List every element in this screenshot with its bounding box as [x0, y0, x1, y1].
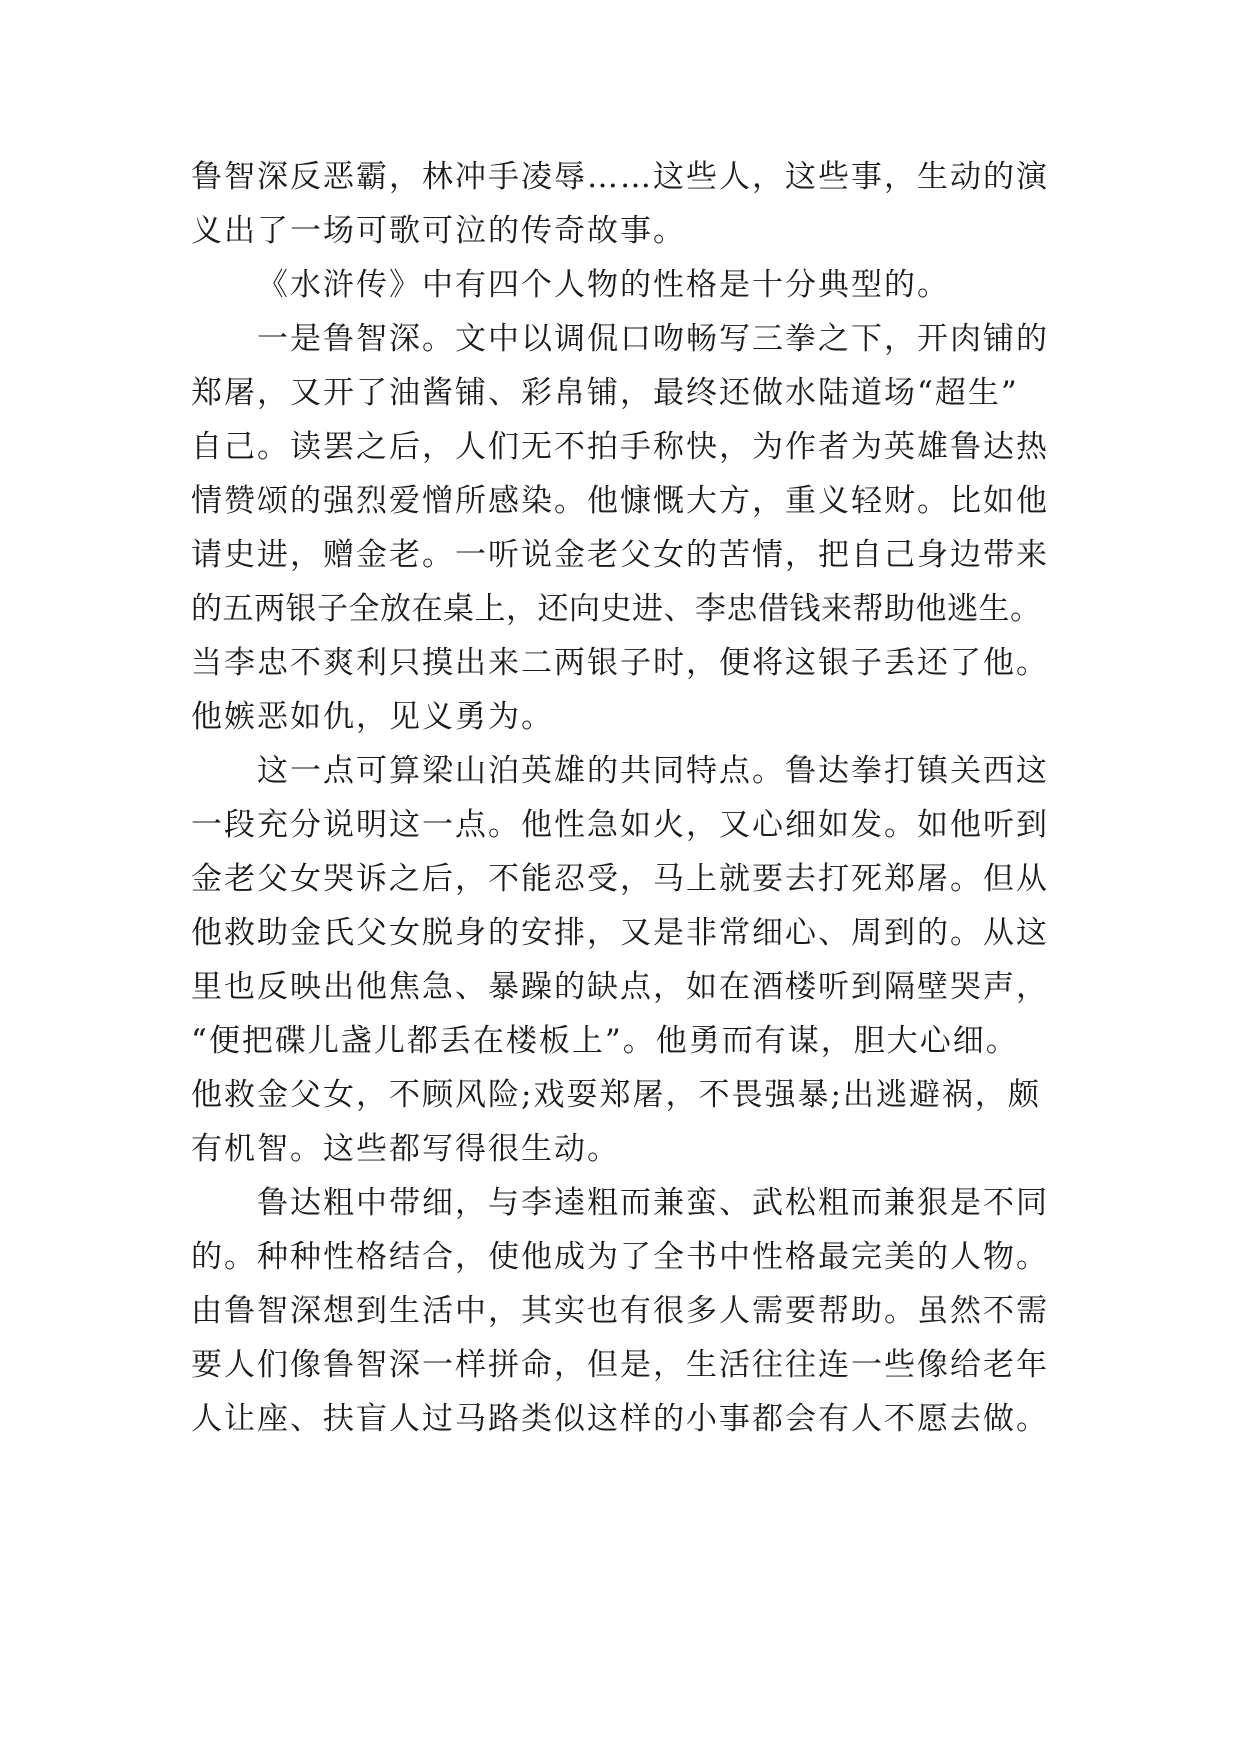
document-body: [191, 150, 1051, 1446]
text-line: 情赞颂的强烈爱憎所感染。他慷慨大方，重义轻财。比如他: [191, 483, 1049, 519]
text-line: 里也反映出他焦急、暴躁的缺点，如在酒楼听到隔壁哭声，: [191, 969, 1049, 1005]
text-line: 他救金父女，不顾风险;戏耍郑屠，不畏强暴;出逃避祸，颇: [191, 1077, 1041, 1113]
text-line: “便把碟儿盏儿都丢在楼板上”。他勇而有谋，胆大心细。: [191, 1023, 1019, 1059]
text-line: 义出了一场可歌可泣的传奇故事。: [191, 213, 686, 249]
text-line: 请史进，赠金老。一听说金老父女的苦情，把自己身边带来: [191, 537, 1049, 573]
text-line: 要人们像鲁智深一样拼命，但是，生活往往连一些像给老年: [191, 1347, 1049, 1383]
text-line: 有机智。这些都写得很生动。: [191, 1131, 620, 1167]
text-line: 由鲁智深想到生活中，其实也有很多人需要帮助。虽然不需: [191, 1293, 1049, 1329]
text-line: 金老父女哭诉之后，不能忍受，马上就要去打死郑屠。但从: [191, 861, 1049, 897]
text-line: 人让座、扶盲人过马路类似这样的小事都会有人不愿去做。: [191, 1401, 1049, 1437]
text-line: 自己。读罢之后，人们无不拍手称快，为作者为英雄鲁达热: [191, 429, 1049, 465]
text-line: 的五两银子全放在桌上，还向史进、李忠借钱来帮助他逃生。: [191, 591, 1042, 627]
text-line: 一是鲁智深。文中以调侃口吻畅写三拳之下，开肉铺的: [257, 321, 1049, 357]
text-line: 郑屠，又开了油酱铺、彩帛铺，最终还做水陆道场“超生”: [191, 375, 1019, 411]
text-line: 这一点可算梁山泊英雄的共同特点。鲁达拳打镇关西这: [257, 753, 1049, 789]
text-line: 《水浒传》中有四个人物的性格是十分典型的。: [257, 267, 950, 303]
text-line: 鲁达粗中带细，与李逵粗而兼蛮、武松粗而兼狠是不同: [257, 1185, 1049, 1221]
text-line: 当李忠不爽利只摸出来二两银子时，便将这银子丢还了他。: [191, 645, 1049, 681]
text-line: 他嫉恶如仇，见义勇为。: [191, 699, 554, 735]
text-line: 一段充分说明这一点。他性急如火，又心细如发。如他听到: [191, 807, 1049, 843]
text-line: 的。种种性格结合，使他成为了全书中性格最完美的人物。: [191, 1239, 1049, 1275]
text-line: 他救助金氏父女脱身的安排，又是非常细心、周到的。从这: [191, 915, 1049, 951]
text-line: 鲁智深反恶霸，林冲手凌辱……这些人，这些事，生动的演: [191, 159, 1049, 195]
